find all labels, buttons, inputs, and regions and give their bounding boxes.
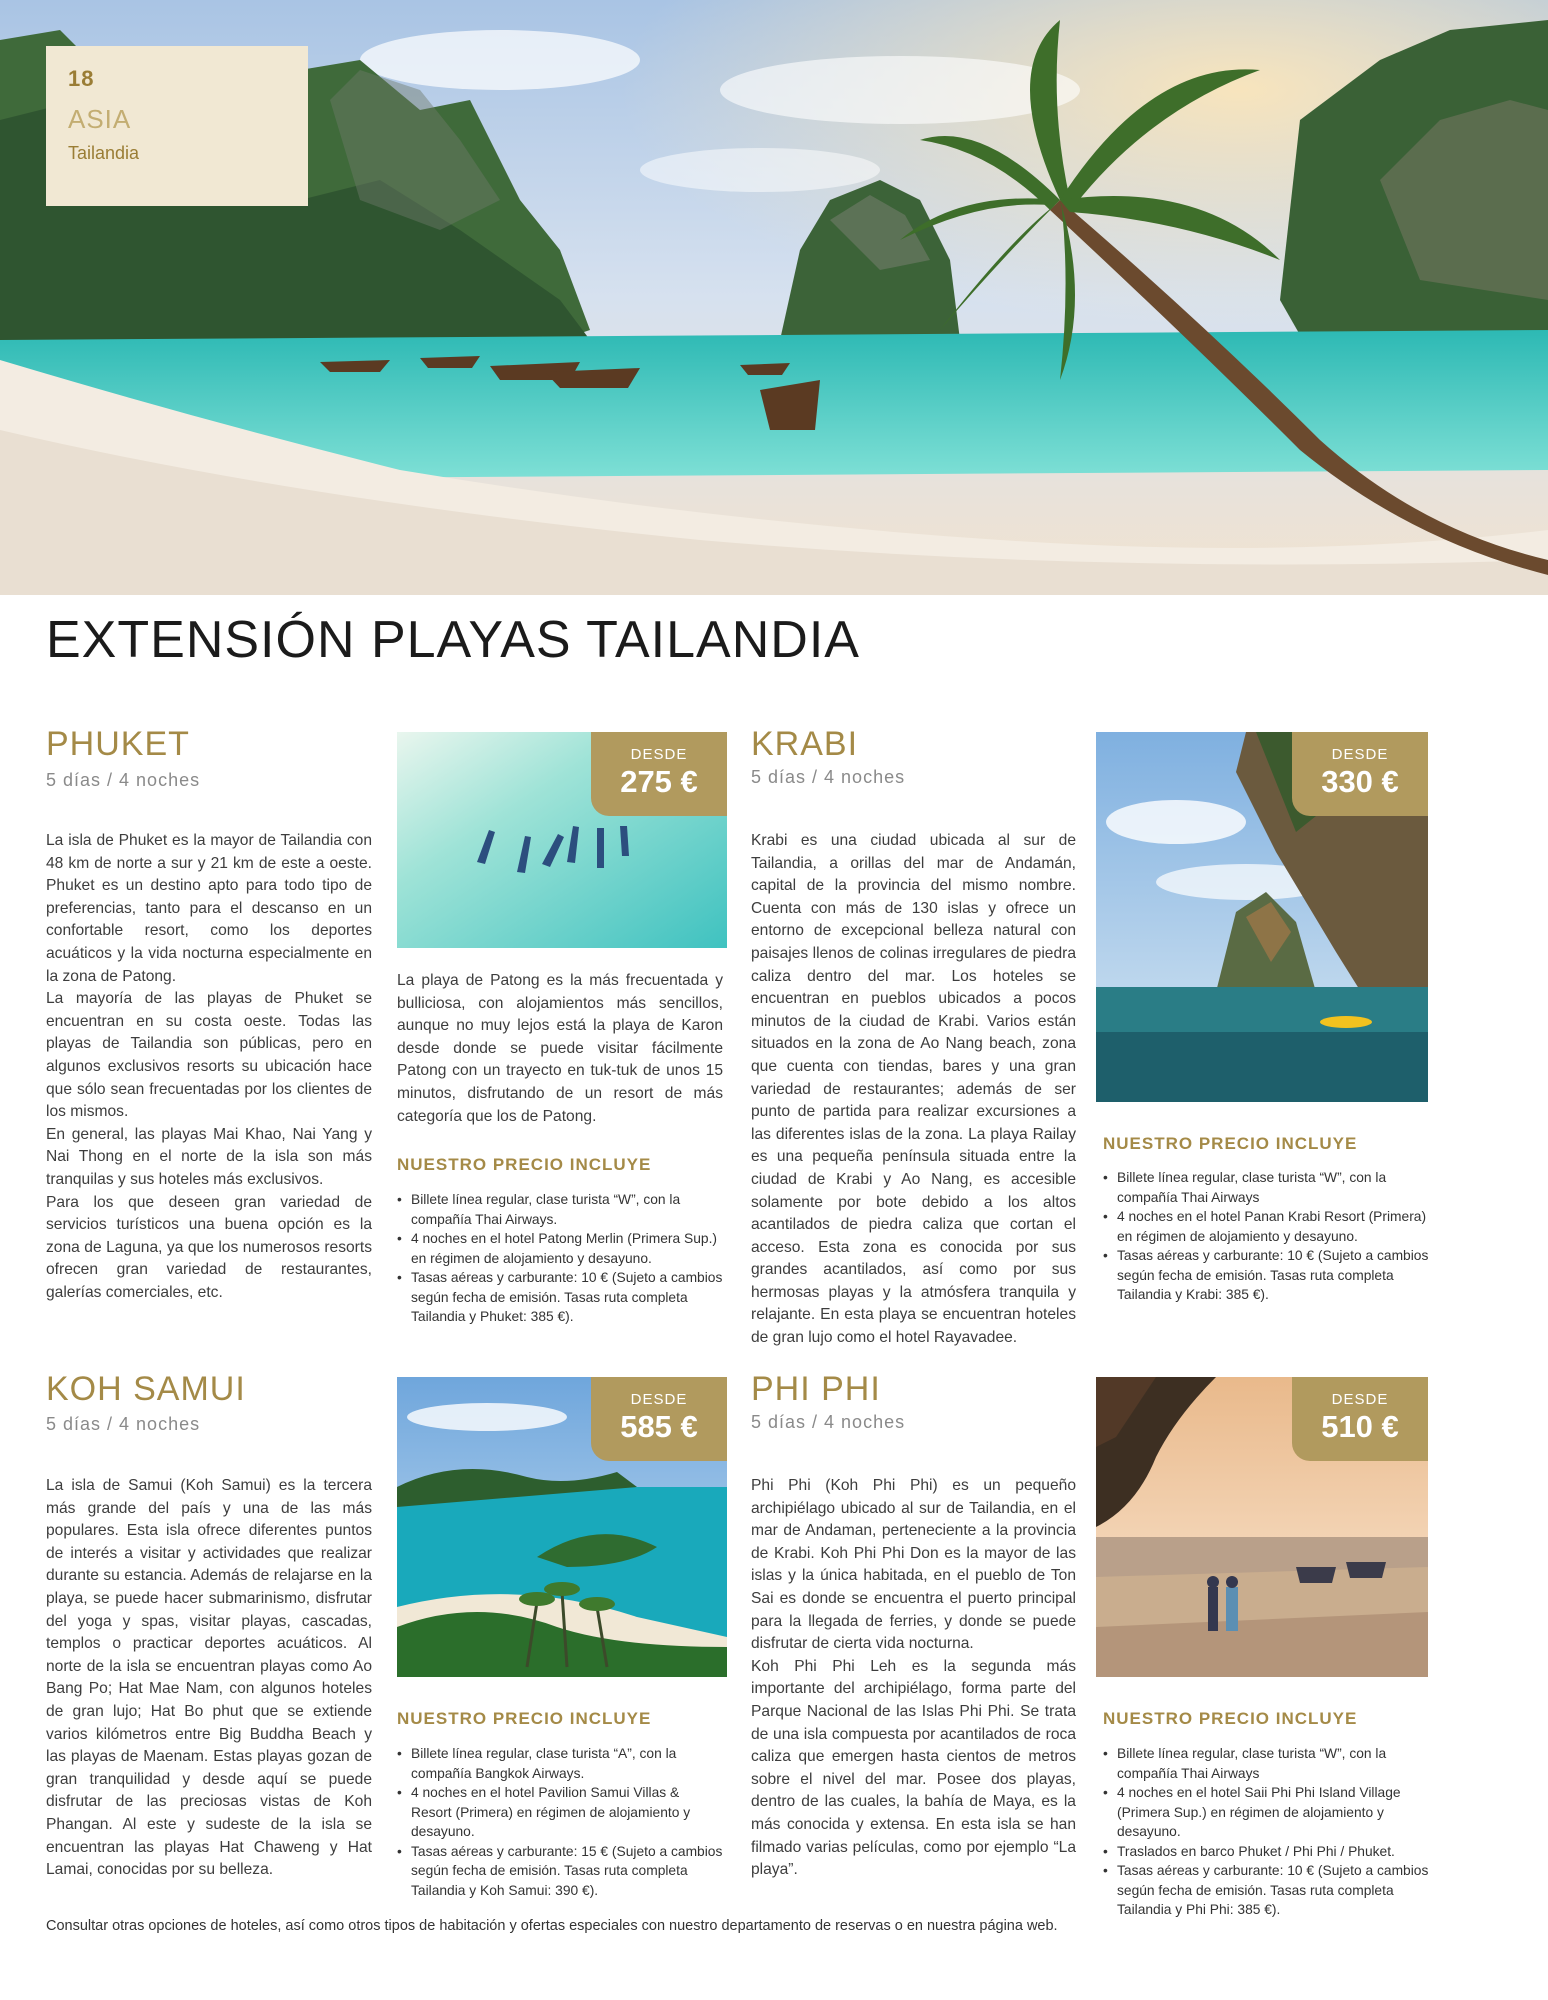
phiphi-description <box>751 1475 1076 1882</box>
list-item: • Billete línea regular, clase turista “W”, con la compañía Thai Airways. <box>397 1190 723 1229</box>
krabi-price: 330 € <box>1321 764 1399 799</box>
list-item: • 4 noches en el hotel Saii Phi Phi Island Village (Primera Sup.) en régimen de alojamiento y desayuno. <box>1103 1783 1433 1842</box>
krabi-title: KRABI <box>751 725 859 763</box>
phuket-includes-list <box>397 1190 723 1327</box>
samui-title: KOH SAMUI <box>46 1370 246 1408</box>
list-item: • Tasas aéreas y carburante: 10 € (Sujeto a cambios según fecha de emisión. Tasas ruta completa Tailandia y Krabi: 385 €). <box>1103 1246 1433 1305</box>
price-prefix: DESDE <box>630 746 688 763</box>
list-item: • Tasas aéreas y carburante: 15 € (Sujeto a cambios según fecha de emisión. Tasas ruta completa Tailandia y Koh Samui: 390 €). <box>397 1842 723 1901</box>
page-title: EXTENSIÓN PLAYAS TAILANDIA <box>46 611 860 669</box>
samui-includes-list <box>397 1744 723 1900</box>
phiphi-paragraph: Koh Phi Phi Leh es la segunda más importante del archipiélago, forma parte del Parque Nacional de las Islas Phi Phi. Se trata de una isla compuesta por acantilados de roca caliza que emergen hasta cientos de metros sobre el nivel del mar. Posee dos playas, dentro de las cuales, la bahía de Maya, es la más conocida y extensa. En esta isla se han filmado varias películas, como por ejemplo “La playa”. <box>751 1657 1076 1879</box>
samui-includes-heading: NUESTRO PRECIO INCLUYE <box>397 1709 652 1728</box>
list-item: • 4 noches en el hotel Patong Merlin (Primera Sup.) en régimen de alojamiento y desayuno. <box>397 1229 723 1268</box>
region-label: ASIA <box>68 104 132 134</box>
country-label: Tailandia <box>68 143 140 163</box>
phiphi-includes-list <box>1103 1744 1433 1920</box>
phuket-title: PHUKET <box>46 725 190 763</box>
phiphi-paragraph: Phi Phi (Koh Phi Phi) es un pequeño archipiélago ubicado al sur de Tailandia, en el mar de Andaman, perteneciente a la provincia de Krabi. Koh Phi Phi Don es la mayor de las islas y la única habitada, en el pueblo de Ton Sai es donde se encuentra el puerto principal para la llegada de ferries, y donde se puede disfrutar de cierta vida nocturna. <box>751 1477 1076 1653</box>
phuket-paragraph: La mayoría de las playas de Phuket se encuentran en su costa oeste. Todas las playas de Tailandia son públicas, pero en algunos exclusivos resorts su ubicación hace que sólo sean frecuentadas por los clientes de los mismos. <box>46 990 372 1121</box>
list-item: • 4 noches en el hotel Panan Krabi Resort (Primera) en régimen de alojamiento y desayuno. <box>1103 1207 1433 1246</box>
page-tag <box>46 46 308 206</box>
list-item: • Billete línea regular, clase turista “W”, con la compañía Thai Airways <box>1103 1168 1433 1207</box>
phiphi-title: PHI PHI <box>751 1370 881 1408</box>
krabi-price-badge <box>1292 732 1428 816</box>
phuket-extra-text: La playa de Patong es la más frecuentada y bulliciosa, con alojamientos más sencillos, aunque no muy lejos está la playa de Karon desde donde se puede visitar fácilmente Patong con un trayecto en tuk-tuk de unos 15 minutos, disfrutando de un resort de más categoría que los de Patong. <box>397 972 723 1125</box>
page-number: 18 <box>68 66 95 91</box>
list-item: • Billete línea regular, clase turista “W”, con la compañía Thai Airways <box>1103 1744 1433 1783</box>
phuket-price: 275 € <box>620 764 698 799</box>
phuket-description <box>46 830 372 1304</box>
samui-description: La isla de Samui (Koh Samui) es la tercera más grande del país y una de las más populares. Esta isla ofrece diferentes puntos de interés a visitar y actividades que realizar durante su estancia. Además de relajarse en la playa, se puede hacer submarinismo, disfrutar del yoga y spas, visitar playas, cascadas, templos o practicar deportes acuáticos. Al norte de la isla se encuentran playas como Ao Bang Po; Hat Mae Nam, con algunos hoteles de gran lujo; Hat Bo phut que se extiende varios kilómetros entre Big Buddha Beach y las playas de Maenam. Estas playas gozan de gran tranquilidad y desde aquí se puede disfrutar de las preciosas vistas de Koh Phangan. Al este y sudeste de la isla se encuentran las playas Hat Chaweng y Hat Lamai, conocidas por su belleza. <box>46 1477 372 1879</box>
phuket-paragraph: Para los que deseen gran variedad de servicios turísticos una buena opción es la zona de Laguna, ya que los numerosos resorts ofrecen gran variedad de restaurantes, galerías comerciales, etc. <box>46 1193 372 1301</box>
phiphi-price: 510 € <box>1321 1409 1399 1444</box>
footer-note: Consultar otras opciones de hoteles, así como otros tipos de habitación y ofertas especiales con nuestro departamento de reservas o en nuestra página web. <box>46 1918 1058 1934</box>
samui-duration: 5 días / 4 noches <box>46 1414 201 1434</box>
list-item: • Tasas aéreas y carburante: 10 € (Sujeto a cambios según fecha de emisión. Tasas ruta completa Tailandia y Phi Phi: 385 €). <box>1103 1861 1433 1920</box>
list-item: • Tasas aéreas y carburante: 10 € (Sujeto a cambios según fecha de emisión. Tasas ruta completa Tailandia y Phuket: 385 €). <box>397 1268 723 1327</box>
krabi-includes-list <box>1103 1168 1433 1305</box>
phiphi-includes-heading: NUESTRO PRECIO INCLUYE <box>1103 1709 1358 1728</box>
phuket-duration: 5 días / 4 noches <box>46 770 201 790</box>
list-item: • 4 noches en el hotel Pavilion Samui Villas & Resort (Primera) en régimen de alojamiento y desayuno. <box>397 1783 723 1842</box>
price-prefix: DESDE <box>1331 1391 1389 1408</box>
samui-price-badge <box>591 1377 727 1461</box>
samui-price: 585 € <box>620 1409 698 1444</box>
list-item: • Billete línea regular, clase turista “A”, con la compañía Bangkok Airways. <box>397 1744 723 1783</box>
phuket-price-badge <box>591 732 727 816</box>
phuket-paragraph: En general, las playas Mai Khao, Nai Yang y Nai Thong en el norte de la isla son más tranquilas y sus hoteles más exclusivos. <box>46 1125 372 1188</box>
price-prefix: DESDE <box>1331 746 1389 763</box>
phiphi-price-badge <box>1292 1377 1428 1461</box>
price-prefix: DESDE <box>630 1391 688 1408</box>
krabi-includes-heading: NUESTRO PRECIO INCLUYE <box>1103 1134 1358 1153</box>
list-item: • Traslados en barco Phuket / Phi Phi / Phuket. <box>1103 1842 1433 1862</box>
hero-beach-photo <box>0 0 1548 595</box>
phuket-paragraph: La isla de Phuket es la mayor de Tailandia con 48 km de norte a sur y 21 km de este a oeste. Phuket es un destino apto para todo tipo de preferencias, tanto para el descanso en un confortable resort, como los deportes acuáticos y la vida nocturna especialmente en la zona de Patong. <box>46 832 372 985</box>
krabi-duration: 5 días / 4 noches <box>751 767 906 787</box>
krabi-description: Krabi es una ciudad ubicada al sur de Tailandia, a orillas del mar de Andamán, capital de la provincia del mismo nombre. Cuenta con más de 130 islas y ofrece un entorno de excepcional belleza natural con paisajes llenos de colinas irregulares de piedra caliza dentro del mar. Los hoteles se encuentran en pueblos ubicados a pocos minutos de la ciudad de Krabi. Varios están situados en la zona de Ao Nang beach, zona que cuenta con tiendas, bares y una gran variedad de restaurantes; además de ser punto de partida para realizar excursiones a las diferentes islas de la zona. La playa Railay es una pequeña península situada entre la ciudad de Krabi y Ao Nang, es accesible solamente por bote debido a los altos acantilados de piedra caliza que cortan el acceso. Esta zona es conocida por sus grandes acantilados, así como por sus hermosas playas y la atmósfera tranquila y relajante. En esta playa se encuentran hoteles de gran lujo como el hotel Rayavadee. <box>751 832 1076 1347</box>
phiphi-duration: 5 días / 4 noches <box>751 1412 906 1432</box>
phuket-includes-heading: NUESTRO PRECIO INCLUYE <box>397 1155 652 1174</box>
